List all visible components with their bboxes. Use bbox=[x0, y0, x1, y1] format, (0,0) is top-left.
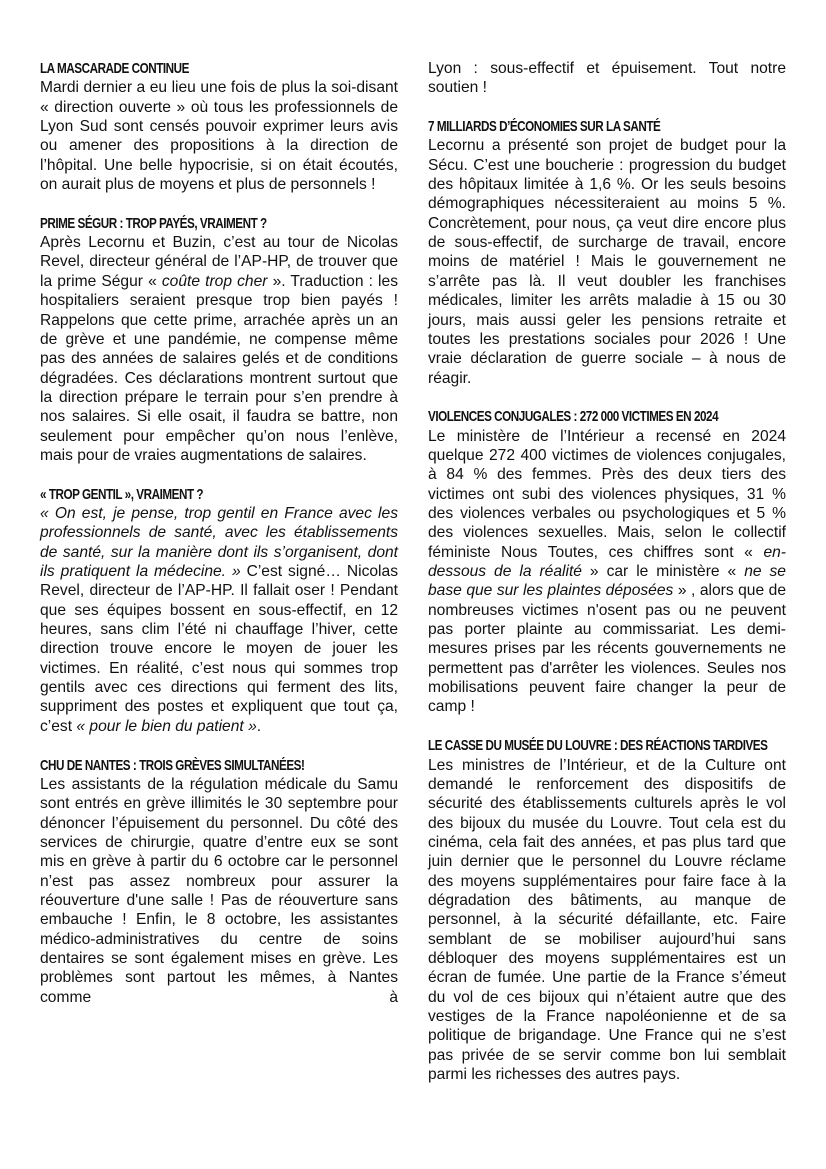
article-violences-conjugales bbox=[428, 407, 786, 717]
article-title: LE CASSE DU MUSÉE DU LOUVRE : DES RÉACTIONS TARDIVES bbox=[428, 737, 768, 755]
left-column bbox=[40, 59, 398, 1026]
article-chu-nantes bbox=[40, 756, 398, 1007]
quote-text: « pour le bien du patient » bbox=[76, 717, 257, 735]
article-body: Les ministres de l’Intérieur, et de la Culture ont demandé le renforcement des dispositifs de sécurité des établissements culturels après le vol des bijoux du musée du Louvre. Tout cela est du cinéma, cela fait des années, et pas plus tard que juin dernier que le personnel du Louvre réclame des moyens supplémentaires pour faire face à la dégradation des bâtiments, au manque de personnel, à la sécurité défaillante, etc. Faire semblant de se mobiliser aujourd’hui sans débloquer des moyens supplémentaires est un écran de fumée. Une partie de la France s’émeut du vol de ces bijoux qui n’étaient autre que des vestiges de la France napoléonienne et de sa politique de brigandage. Une France qui ne s’est pas privée de se servir comme bon lui semblait parmi les richesses des autres pays. bbox=[428, 756, 786, 1084]
article-body: Lecornu a présenté son projet de budget pour la Sécu. C’est une boucherie : progression du budget des hôpitaux limitée à 1,6 %. Or les seuls besoins démographiques nécessiteraient au moins 5 %. Concrètement, pour nous, ça veut dire encore plus de sous-effectif, de surcharge de travail, encore moins de matériel ! Mais le gouvernement ne s’arrête pas là. Il veut doubler les franchises médicales, limiter les arrêts maladie à 15 ou 30 jours, mais aussi geler les pensions retraite et toutes les prestations sociales pour 2026 ! Une vraie déclaration de guerre sociale – à nous de réagir. bbox=[428, 137, 786, 387]
article-trop-gentil bbox=[40, 485, 398, 736]
article-body: Le ministère de l’Intérieur a recensé en 2024 quelque 272 400 victimes de violences conjugales, à 84 % des femmes. Près des deux tiers des victimes ont subi des violences physiques, 31 % des violences verbales ou psychologiques et 5 % des violences sexuelles. Mais, selon le collectif féministe Nous Toutes, ces chiffres sont « en-dessous de la réalité » car le ministère « ne se base que sur les plaintes déposées » , alors que de nombreuses victimes n'osent pas ou ne peuvent pas porter plainte au commissariat. Les demi-mesures prises par les récents gouvernements ne permettent pas d'arrêter les violences. Seules nos mobilisations peuvent faire changer la peur de camp ! bbox=[428, 427, 786, 716]
article-title: VIOLENCES CONJUGALES : 272 000 VICTIMES EN 2024 bbox=[428, 408, 719, 426]
article-chu-nantes-continued bbox=[428, 59, 786, 98]
quote-text: en-dessous de la réalité bbox=[428, 543, 786, 581]
article-body: Après Lecornu et Buzin, c’est au tour de Nicolas Revel, directeur général de l’AP-HP, de trouver que la prime Ségur « coûte trop cher ». Traduction : les hospitaliers seraient presque trop bien payés ! Rappelons que cette prime, arrachée après un an de grève et une pandémie, ne compense même pas des années de salaires gelés et de conditions dégradées. Ces déclarations montrent surtout que la direction prépare le terrain pour s’en prendre à nos salaires. Si elle osait, il faudra se battre, non seulement pour empêcher qu’on nous l’enlève, mais pour de vraies augmentations de salaires. bbox=[40, 234, 398, 464]
article-title: PRIME SÉGUR : TROP PAYÉS, VRAIMENT ? bbox=[40, 214, 267, 232]
article-body: Mardi dernier a eu lieu une fois de plus la soi-disant « direction ouverte » où tous les professionnels de Lyon Sud sont censés pouvoir exprimer leurs avis ou amener des propositions à la direction de l’hôpital. Une belle hypocrisie, si on était écoutés, on aurait plus de moyens et plus de personnels ! bbox=[40, 79, 398, 194]
quote-text: ne se base que sur les plaintes déposées bbox=[428, 563, 786, 600]
article-prime-segur bbox=[40, 214, 398, 465]
article-title: LA MASCARADE CONTINUE bbox=[40, 60, 189, 77]
article-body: Les assistants de la régulation médicale du Samu sont entrés en grève illimités le 30 septembre pour dénoncer l’épuisement du personnel. Du côté des services de chirurgie, quatre d’entre eux se sont mis en grève à partir du 6 octobre car le personnel n’est pas assez nombreux pour assurer la réouverture d'une salle ! Pas de réouverture sans embauche ! Enfin, le 8 octobre, les assistantes médico-administratives du centre de soins dentaires se sont également mises en grève. Les problèmes sont partout les mêmes, à Nantes comme à bbox=[40, 775, 398, 1006]
article-body-continued: Lyon : sous-effectif et épuisement. Tout notre soutien ! bbox=[428, 60, 786, 97]
quote-text: « On est, je pense, trop gentil en France avec les professionnels de santé, avec les établissements de santé, sur la manière dont ils s’organisent, dont ils pratiquent la médecine. » bbox=[40, 505, 398, 581]
article-mascarade bbox=[40, 59, 398, 194]
article-7-milliards bbox=[428, 117, 786, 388]
quote-text: coûte trop cher bbox=[161, 272, 268, 290]
article-title: CHU DE NANTES : TROIS GRÈVES SIMULTANÉES! bbox=[40, 756, 305, 774]
article-louvre bbox=[428, 736, 786, 1084]
article-title: 7 MILLIARDS D’ÉCONOMIES SUR LA SANTÉ bbox=[428, 118, 661, 136]
article-body: « On est, je pense, trop gentil en France avec les professionnels de santé, avec les établissements de santé, sur la manière dont ils s’organisent, dont ils pratiquent la médecine. » C’est signé… Nicolas Revel, directeur de l’AP-HP. Il fallait oser ! Pendant que ses équipes bossent en sous-effectif, en 12 heures, sans clim l’été ni chauffage l’hiver, cette direction trouve encore le moyen de jouer les victimes. En réalité, c’est nous qui sommes trop gentils avec ces directions qui ferment des lits, suppriment des postes et expliquent que tout ça, c’est « pour le bien du patient ». bbox=[40, 505, 398, 735]
right-column bbox=[428, 59, 786, 1104]
article-title: « TROP GENTIL », VRAIMENT ? bbox=[40, 485, 204, 503]
